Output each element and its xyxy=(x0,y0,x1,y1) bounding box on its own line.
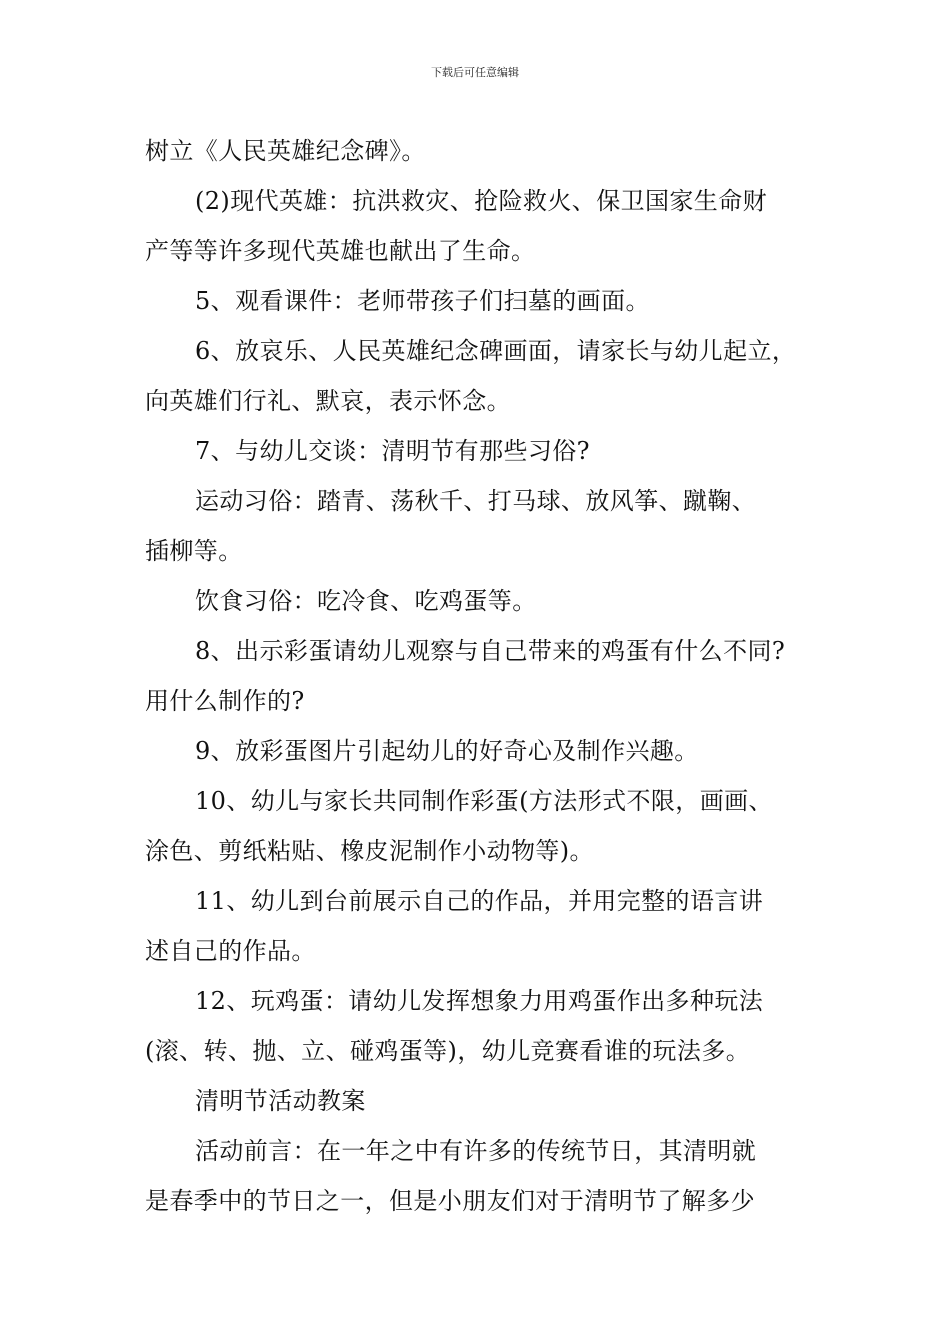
text-line: 8、出示彩蛋请幼儿观察与自己带来的鸡蛋有什么不同? xyxy=(195,637,786,665)
text-line: 向英雄们行礼、默哀，表示怀念。 xyxy=(145,387,511,415)
text-line: 10、幼儿与家长共同制作彩蛋(方法形式不限，画画、 xyxy=(195,787,773,815)
text-line: 7、与幼儿交谈：清明节有那些习俗? xyxy=(195,437,590,465)
text-line: 涂色、剪纸粘贴、橡皮泥制作小动物等)。 xyxy=(145,837,594,865)
page-header: 下载后可任意编辑 xyxy=(431,66,519,79)
text-line: 6、放哀乐、人民英雄纪念碑画面，请家长与幼儿起立， xyxy=(195,337,797,365)
document-body xyxy=(145,126,815,1226)
text-line: (2)现代英雄：抗洪救灾、抢险救火、保卫国家生命财 xyxy=(195,187,767,215)
text-line: 活动前言：在一年之中有许多的传统节日，其清明就 xyxy=(195,1137,757,1165)
text-line: 产等等许多现代英雄也献出了生命。 xyxy=(145,237,536,265)
text-line: 12、玩鸡蛋：请幼儿发挥想象力用鸡蛋作出多种玩法 xyxy=(195,987,764,1015)
section-title: 清明节活动教案 xyxy=(195,1087,366,1115)
text-line: 是春季中的节日之一，但是小朋友们对于清明节了解多少 xyxy=(145,1187,755,1215)
text-line: 插柳等。 xyxy=(145,537,243,565)
text-line: 述自己的作品。 xyxy=(145,937,316,965)
text-line: 5、观看课件：老师带孩子们扫墓的画面。 xyxy=(195,287,650,315)
text-line: 运动习俗：踏青、荡秋千、打马球、放风筝、蹴鞠、 xyxy=(195,487,757,515)
text-line: 9、放彩蛋图片引起幼儿的好奇心及制作兴趣。 xyxy=(195,737,699,765)
text-line: 11、幼儿到台前展示自己的作品，并用完整的语言讲 xyxy=(195,887,764,915)
text-line: (滚、转、抛、立、碰鸡蛋等)，幼儿竞赛看谁的玩法多。 xyxy=(145,1037,751,1065)
text-line: 用什么制作的? xyxy=(145,687,305,715)
text-line: 饮食习俗：吃冷食、吃鸡蛋等。 xyxy=(195,587,537,615)
text-line: 树立《人民英雄纪念碑》。 xyxy=(145,137,426,165)
